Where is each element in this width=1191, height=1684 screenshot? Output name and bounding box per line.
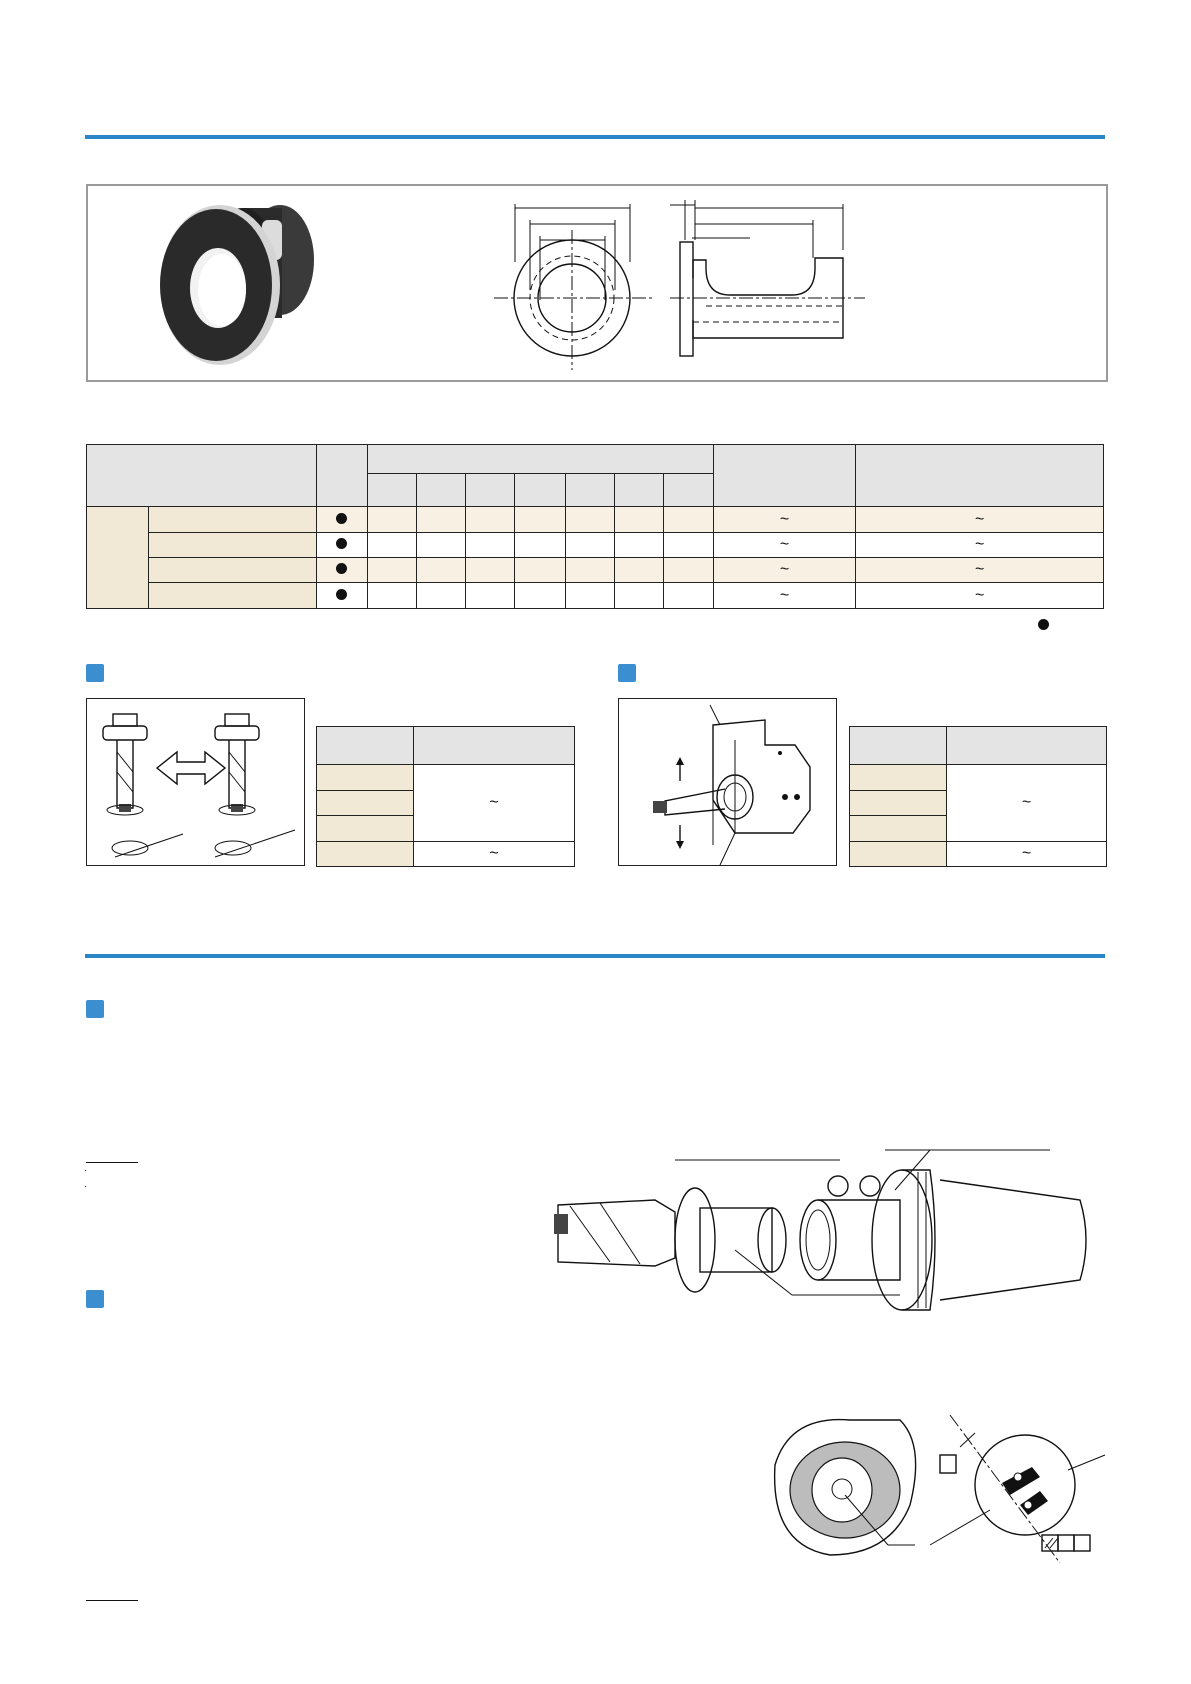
range-a-cell: ~ [713, 507, 856, 533]
header-subcell [416, 474, 465, 507]
table-row [87, 583, 1104, 609]
note-bullet: · [84, 1181, 88, 1192]
footer-underline [86, 1600, 138, 1601]
header-cell [87, 445, 317, 507]
section-rule-middle [85, 954, 1105, 958]
label-cell [850, 842, 947, 867]
section-bullet [618, 664, 636, 682]
availability-cell [317, 583, 367, 609]
table-row [87, 507, 1104, 533]
model-cell [149, 533, 317, 558]
availability-cell [317, 558, 367, 583]
value-cell: ~ [414, 842, 575, 867]
label-cell [850, 791, 947, 816]
model-cell [149, 507, 317, 533]
sleeve-side-view [670, 200, 870, 370]
right-small-table [849, 726, 1107, 867]
available-mark [336, 589, 347, 600]
alignment-diagram [770, 1405, 1110, 1565]
section-rule-top [85, 135, 1105, 139]
range-a-cell: ~ [713, 558, 856, 583]
header-subcell [466, 474, 515, 507]
sleeve-photo [150, 200, 340, 370]
drill-turret-diagram [625, 705, 830, 860]
model-cell [149, 558, 317, 583]
available-mark [336, 538, 347, 549]
range-a-cell: ~ [713, 583, 856, 609]
available-mark [336, 563, 347, 574]
header-cell [947, 727, 1107, 765]
group-cell [87, 507, 149, 609]
range-b-cell: ~ [856, 507, 1104, 533]
label-cell [850, 816, 947, 842]
header-cell [850, 727, 947, 765]
availability-cell [317, 533, 367, 558]
table-row [87, 558, 1104, 583]
notes-underline [86, 1162, 138, 1163]
header-cell [367, 445, 713, 474]
label-cell [317, 816, 414, 842]
model-cell [149, 583, 317, 609]
header-cell [856, 445, 1104, 507]
header-cell [317, 727, 414, 765]
header-subcell [367, 474, 416, 507]
header-subcell [515, 474, 565, 507]
label-cell [317, 791, 414, 816]
header-cell [317, 445, 367, 507]
header-subcell [664, 474, 713, 507]
section-bullet [86, 1000, 104, 1018]
left-small-table [316, 726, 575, 867]
header-cell [414, 727, 575, 765]
label-cell [317, 842, 414, 867]
drill-rotation-diagram [95, 712, 300, 862]
merged-value-cell: ~ [947, 765, 1107, 842]
legend-mark [1038, 619, 1049, 630]
label-cell [317, 765, 414, 791]
header-subcell [565, 474, 614, 507]
label-cell [850, 765, 947, 791]
range-b-cell: ~ [856, 558, 1104, 583]
header-subcell [615, 474, 664, 507]
spec-table [86, 444, 1104, 609]
header-cell [713, 445, 856, 507]
holder-assembly-diagram [540, 1140, 1110, 1315]
value-cell: ~ [947, 842, 1107, 867]
table-row [87, 533, 1104, 558]
section-bullet [86, 664, 104, 682]
range-b-cell: ~ [856, 533, 1104, 558]
range-b-cell: ~ [856, 583, 1104, 609]
section-bullet [86, 1290, 104, 1308]
availability-cell [317, 507, 367, 533]
range-a-cell: ~ [713, 533, 856, 558]
merged-value-cell: ~ [414, 765, 575, 842]
sleeve-front-view [490, 200, 650, 370]
available-mark [336, 513, 347, 524]
note-bullet: · [84, 1165, 88, 1176]
